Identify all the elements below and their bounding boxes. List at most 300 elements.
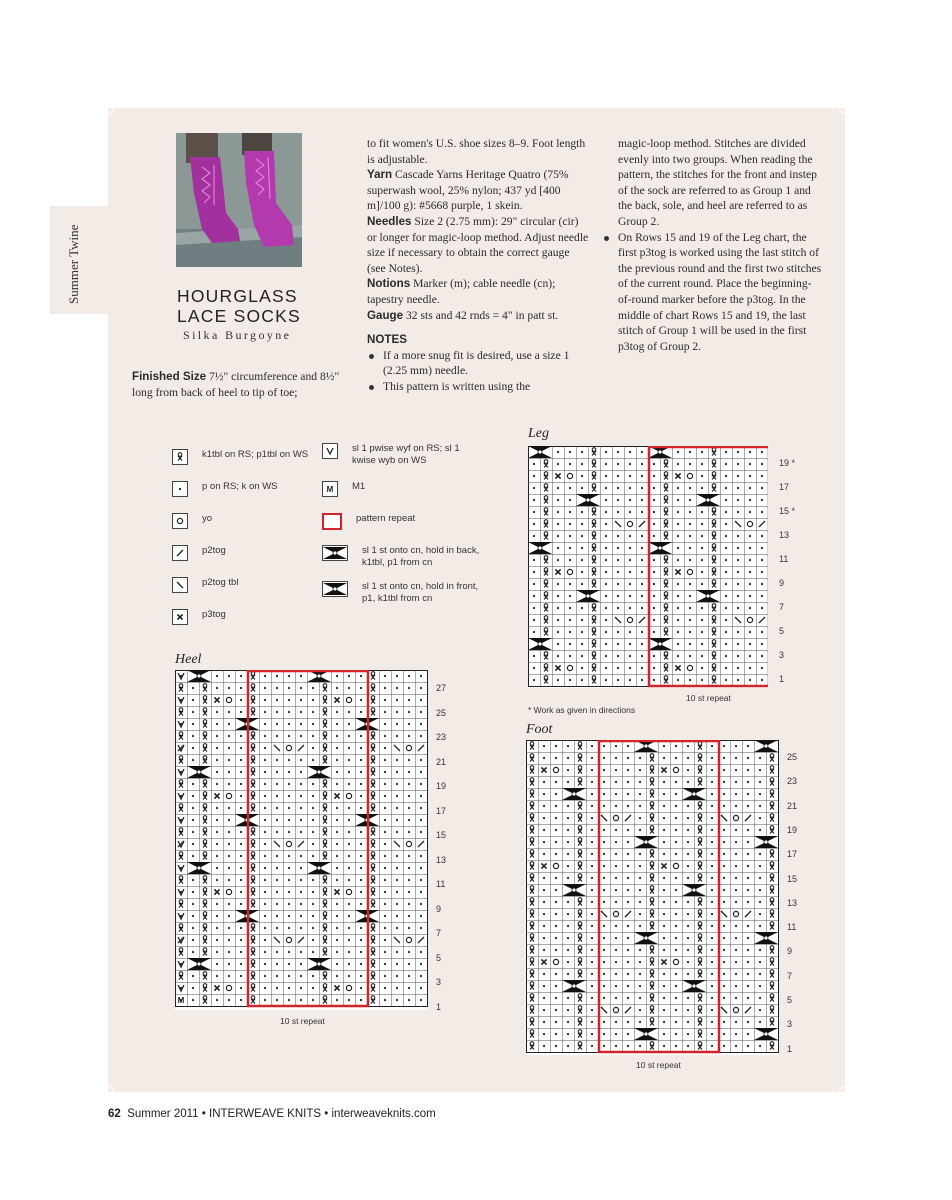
purl-dot-icon	[735, 829, 737, 831]
purl-dot-icon	[228, 783, 230, 785]
purl-dot-icon	[533, 631, 535, 633]
purl-dot-icon	[408, 831, 410, 833]
purl-dot-icon	[735, 877, 737, 879]
purl-dot-icon	[276, 831, 278, 833]
purl-dot-icon	[735, 973, 737, 975]
purl-dot-icon	[216, 843, 218, 845]
purl-dot-icon	[617, 571, 619, 573]
purl-dot-icon	[264, 819, 266, 821]
purl-dot-icon	[276, 867, 278, 869]
purl-dot-icon	[264, 843, 266, 845]
purl-dot-icon	[737, 511, 739, 513]
purl-dot-icon	[543, 877, 545, 879]
purl-dot-icon	[557, 559, 559, 561]
purl-dot-icon	[420, 795, 422, 797]
purl-dot-icon	[396, 723, 398, 725]
purl-dot-icon	[639, 853, 641, 855]
purl-dot-icon	[420, 771, 422, 773]
purl-dot-icon	[336, 747, 338, 749]
purl-dot-icon	[615, 985, 617, 987]
purl-dot-icon	[723, 949, 725, 951]
purl-dot-icon	[591, 901, 593, 903]
purl-dot-icon	[605, 583, 607, 585]
purl-dot-icon	[749, 547, 751, 549]
note-item: This pattern is written using the	[367, 379, 589, 395]
purl-dot-icon	[663, 913, 665, 915]
purl-dot-icon	[737, 631, 739, 633]
purl-dot-icon	[192, 975, 194, 977]
purl-dot-icon	[348, 927, 350, 929]
purl-dot-icon	[384, 735, 386, 737]
sl1-pwise-icon	[327, 448, 333, 454]
cable-front-icon	[692, 888, 696, 892]
purl-dot-icon	[276, 771, 278, 773]
purl-dot-icon	[687, 937, 689, 939]
purl-dot-icon	[420, 855, 422, 857]
purl-dot-icon	[615, 769, 617, 771]
cable-back-icon	[658, 450, 662, 454]
purl-dot-icon	[533, 487, 535, 489]
purl-dot-icon	[759, 757, 761, 759]
purl-dot-icon	[420, 915, 422, 917]
p2tog-tbl-icon	[177, 582, 183, 588]
purl-dot-icon	[627, 889, 629, 891]
purl-dot-icon	[264, 939, 266, 941]
purl-dot-icon	[216, 939, 218, 941]
purl-dot-icon	[228, 807, 230, 809]
purl-dot-icon	[663, 1009, 665, 1011]
purl-dot-icon	[735, 997, 737, 999]
purl-dot-icon	[276, 699, 278, 701]
purl-dot-icon	[179, 488, 181, 490]
purl-dot-icon	[240, 759, 242, 761]
purl-dot-icon	[216, 735, 218, 737]
purl-dot-icon	[348, 783, 350, 785]
purl-dot-icon	[555, 937, 557, 939]
purl-dot-icon	[348, 903, 350, 905]
purl-dot-icon	[228, 747, 230, 749]
purl-dot-icon	[396, 999, 398, 1001]
legend-label: M1	[352, 481, 366, 492]
purl-dot-icon	[348, 855, 350, 857]
purl-dot-icon	[420, 975, 422, 977]
row-number: 1	[787, 1043, 793, 1054]
purl-dot-icon	[384, 987, 386, 989]
purl-dot-icon	[711, 937, 713, 939]
purl-dot-icon	[264, 747, 266, 749]
purl-dot-icon	[747, 1021, 749, 1023]
purl-dot-icon	[360, 711, 362, 713]
purl-dot-icon	[663, 949, 665, 951]
purl-dot-icon	[557, 583, 559, 585]
purl-dot-icon	[653, 511, 655, 513]
purl-dot-icon	[557, 607, 559, 609]
purl-dot-icon	[581, 463, 583, 465]
purl-dot-icon	[360, 831, 362, 833]
purl-dot-icon	[761, 535, 763, 537]
cable-front-icon	[706, 594, 710, 598]
purl-dot-icon	[312, 879, 314, 881]
purl-dot-icon	[663, 901, 665, 903]
purl-dot-icon	[629, 643, 631, 645]
purl-dot-icon	[653, 463, 655, 465]
purl-dot-icon	[723, 745, 725, 747]
purl-dot-icon	[569, 619, 571, 621]
row-number: 25	[436, 707, 447, 718]
purl-dot-icon	[557, 679, 559, 681]
purl-dot-icon	[569, 583, 571, 585]
purl-dot-icon	[749, 499, 751, 501]
purl-dot-icon	[723, 901, 725, 903]
purl-dot-icon	[216, 723, 218, 725]
purl-dot-icon	[581, 511, 583, 513]
purl-dot-icon	[567, 973, 569, 975]
purl-dot-icon	[348, 915, 350, 917]
purl-dot-icon	[603, 841, 605, 843]
purl-dot-icon	[759, 961, 761, 963]
purl-dot-icon	[569, 631, 571, 633]
cable-front-icon	[322, 581, 348, 597]
purl-dot-icon	[735, 1021, 737, 1023]
foot-repeat-label: 10 st repeat	[636, 1060, 681, 1070]
purl-dot-icon	[605, 655, 607, 657]
cable-back-icon	[764, 744, 768, 748]
purl-dot-icon	[240, 951, 242, 953]
purl-dot-icon	[543, 973, 545, 975]
purl-dot-icon	[591, 1009, 593, 1011]
purl-dot-icon	[653, 631, 655, 633]
cable-back-icon	[764, 936, 768, 940]
purl-dot-icon	[348, 723, 350, 725]
purl-dot-icon	[581, 571, 583, 573]
purl-dot-icon	[276, 723, 278, 725]
purl-dot-icon	[300, 927, 302, 929]
purl-dot-icon	[555, 901, 557, 903]
purl-dot-icon	[543, 805, 545, 807]
purl-dot-icon	[627, 961, 629, 963]
purl-dot-icon	[711, 949, 713, 951]
purl-dot-icon	[336, 735, 338, 737]
p3tog-icon	[172, 609, 188, 625]
purl-dot-icon	[701, 643, 703, 645]
purl-dot-icon	[543, 817, 545, 819]
purl-dot-icon	[557, 463, 559, 465]
purl-dot-icon	[348, 735, 350, 737]
purl-dot-icon	[384, 807, 386, 809]
purl-dot-icon	[615, 961, 617, 963]
purl-dot-icon	[192, 747, 194, 749]
purl-dot-icon	[675, 937, 677, 939]
purl-dot-icon	[615, 1021, 617, 1023]
cable-back-icon	[317, 770, 321, 774]
purl-dot-icon	[639, 769, 641, 771]
purl-dot-icon	[735, 889, 737, 891]
purl-dot-icon	[711, 961, 713, 963]
purl-dot-icon	[300, 783, 302, 785]
purl-dot-icon	[701, 583, 703, 585]
purl-dot-icon	[663, 985, 665, 987]
purl-dot-icon	[533, 679, 535, 681]
purl-dot-icon	[735, 985, 737, 987]
note-item: On Rows 15 and 19 of the Leg chart, the first p3tog is worked using the last stitch of the previous round and the first two stitches of the current round. Place the beginning-of-round marker before the p3tog. In the middle of chart Rows 15 and 19, the last stitch of Group 1 will be used in the first p3tog of Group 2.	[602, 230, 824, 355]
corner-ornament	[839, 1086, 851, 1098]
purl-dot-icon	[725, 679, 727, 681]
purl-dot-icon	[300, 771, 302, 773]
purl-dot-icon	[701, 619, 703, 621]
purl-dot-icon	[725, 607, 727, 609]
purl-dot-icon	[591, 769, 593, 771]
p2tog-tbl-icon	[173, 578, 187, 592]
purl-dot-icon	[627, 769, 629, 771]
purl-dot-icon	[300, 819, 302, 821]
purl-dot-icon	[701, 475, 703, 477]
purl-dot-icon	[216, 855, 218, 857]
purl-dot-icon	[312, 987, 314, 989]
purl-dot-icon	[557, 595, 559, 597]
purl-dot-icon	[288, 711, 290, 713]
purl-dot-icon	[761, 463, 763, 465]
purl-dot-icon	[543, 757, 545, 759]
purl-dot-icon	[629, 499, 631, 501]
purl-dot-icon	[288, 735, 290, 737]
purl-dot-icon	[408, 915, 410, 917]
purl-dot-icon	[603, 1021, 605, 1023]
purl-dot-icon	[360, 699, 362, 701]
purl-dot-icon	[591, 997, 593, 999]
purl-dot-icon	[711, 745, 713, 747]
cable-back-icon	[333, 551, 337, 555]
purl-dot-icon	[192, 951, 194, 953]
purl-dot-icon	[747, 973, 749, 975]
purl-dot-icon	[591, 805, 593, 807]
purl-dot-icon	[749, 607, 751, 609]
purl-dot-icon	[557, 451, 559, 453]
purl-dot-icon	[557, 655, 559, 657]
purl-dot-icon	[749, 463, 751, 465]
purl-dot-icon	[567, 937, 569, 939]
purl-dot-icon	[653, 523, 655, 525]
purl-dot-icon	[216, 879, 218, 881]
purl-dot-icon	[747, 889, 749, 891]
purl-dot-icon	[605, 559, 607, 561]
purl-dot-icon	[384, 963, 386, 965]
purl-dot-icon	[192, 687, 194, 689]
purl-dot-icon	[288, 855, 290, 857]
purl-dot-icon	[348, 747, 350, 749]
purl-dot-icon	[384, 711, 386, 713]
purl-dot-icon	[557, 535, 559, 537]
purl-dot-icon	[689, 643, 691, 645]
purl-dot-icon	[627, 997, 629, 999]
purl-dot-icon	[533, 499, 535, 501]
purl-dot-icon	[312, 951, 314, 953]
purl-dot-icon	[617, 451, 619, 453]
purl-dot-icon	[759, 997, 761, 999]
purl-dot-icon	[711, 1033, 713, 1035]
purl-dot-icon	[675, 985, 677, 987]
purl-dot-icon	[725, 667, 727, 669]
purl-dot-icon	[749, 643, 751, 645]
purl-dot-icon	[569, 451, 571, 453]
purl-dot-icon	[276, 975, 278, 977]
purl-dot-icon	[228, 999, 230, 1001]
purl-dot-icon	[360, 855, 362, 857]
purl-dot-icon	[761, 475, 763, 477]
legend-entry	[172, 609, 332, 625]
purl-dot-icon	[288, 807, 290, 809]
purl-dot-icon	[759, 793, 761, 795]
purl-dot-icon	[396, 963, 398, 965]
purl-dot-icon	[567, 781, 569, 783]
purl-dot-icon	[605, 535, 607, 537]
purl-dot-icon	[533, 463, 535, 465]
purl-dot-icon	[701, 559, 703, 561]
purl-dot-icon	[348, 999, 350, 1001]
purl-dot-icon	[627, 853, 629, 855]
purl-dot-icon	[723, 1021, 725, 1023]
purl-dot-icon	[276, 675, 278, 677]
purl-dot-icon	[555, 997, 557, 999]
purl-dot-icon	[300, 963, 302, 965]
purl-dot-icon	[627, 973, 629, 975]
purl-dot-icon	[408, 783, 410, 785]
purl-dot-icon	[687, 949, 689, 951]
purl-dot-icon	[747, 769, 749, 771]
purl-dot-icon	[747, 805, 749, 807]
purl-dot-icon	[749, 571, 751, 573]
purl-dot-icon	[336, 855, 338, 857]
purl-dot-icon	[336, 963, 338, 965]
purl-dot-icon	[725, 559, 727, 561]
purl-dot-icon	[216, 867, 218, 869]
purl-dot-icon	[677, 679, 679, 681]
purl-dot-icon	[749, 511, 751, 513]
purl-dot-icon	[725, 571, 727, 573]
purl-dot-icon	[689, 559, 691, 561]
row-number: 17	[779, 482, 790, 492]
purl-dot-icon	[639, 829, 641, 831]
purl-dot-icon	[276, 903, 278, 905]
purl-dot-icon	[687, 961, 689, 963]
purl-dot-icon	[348, 675, 350, 677]
purl-dot-icon	[533, 655, 535, 657]
purl-dot-icon	[615, 889, 617, 891]
purl-dot-icon	[687, 805, 689, 807]
purl-dot-icon	[725, 487, 727, 489]
purl-dot-icon	[569, 643, 571, 645]
purl-dot-icon	[408, 675, 410, 677]
purl-dot-icon	[312, 759, 314, 761]
purl-dot-icon	[711, 865, 713, 867]
purl-dot-icon	[557, 547, 559, 549]
cable-back-icon	[317, 674, 321, 678]
purl-dot-icon	[675, 745, 677, 747]
purl-dot-icon	[605, 499, 607, 501]
purl-dot-icon	[641, 607, 643, 609]
row-number: 11	[787, 922, 797, 933]
purl-dot-icon	[567, 901, 569, 903]
purl-dot-icon	[533, 535, 535, 537]
purl-dot-icon	[240, 735, 242, 737]
purl-dot-icon	[735, 961, 737, 963]
purl-dot-icon	[240, 927, 242, 929]
purl-dot-icon	[759, 901, 761, 903]
purl-dot-icon	[627, 745, 629, 747]
purl-dot-icon	[567, 757, 569, 759]
purl-dot-icon	[312, 819, 314, 821]
purl-dot-icon	[228, 831, 230, 833]
purl-dot-icon	[701, 463, 703, 465]
purl-dot-icon	[677, 523, 679, 525]
purl-dot-icon	[228, 735, 230, 737]
purl-dot-icon	[420, 867, 422, 869]
purl-dot-icon	[603, 1033, 605, 1035]
purl-dot-icon	[581, 631, 583, 633]
purl-dot-icon	[533, 607, 535, 609]
row-number: 3	[787, 1019, 793, 1030]
purl-dot-icon	[567, 961, 569, 963]
purl-dot-icon	[567, 1045, 569, 1047]
purl-dot-icon	[300, 723, 302, 725]
purl-dot-icon	[677, 655, 679, 657]
purl-dot-icon	[711, 1021, 713, 1023]
purl-dot-icon	[591, 829, 593, 831]
purl-dot-icon	[723, 985, 725, 987]
purl-dot-icon	[591, 781, 593, 783]
purl-dot-icon	[723, 937, 725, 939]
cable-back-icon	[197, 962, 201, 966]
purl-dot-icon	[641, 583, 643, 585]
purl-dot-icon	[240, 963, 242, 965]
purl-dot-icon	[747, 865, 749, 867]
purl-dot-icon	[264, 915, 266, 917]
purl-dot-icon	[737, 667, 739, 669]
purl-dot-icon	[641, 571, 643, 573]
purl-dot-icon	[617, 475, 619, 477]
purl-dot-icon	[663, 817, 665, 819]
purl-dot-icon	[711, 841, 713, 843]
purl-dot-icon	[689, 523, 691, 525]
row-number: 21	[436, 756, 447, 767]
purl-dot-icon	[603, 901, 605, 903]
row-number: 15 *	[779, 506, 796, 516]
purl-dot-icon	[711, 901, 713, 903]
purl-dot-icon	[396, 795, 398, 797]
purl-dot-icon	[675, 1009, 677, 1011]
purl-dot-icon	[336, 867, 338, 869]
purl-dot-icon	[360, 975, 362, 977]
purl-dot-icon	[687, 973, 689, 975]
purl-dot-icon	[663, 877, 665, 879]
purl-dot-icon	[687, 853, 689, 855]
purl-dot-icon	[288, 915, 290, 917]
purl-dot-icon	[687, 877, 689, 879]
purl-dot-icon	[348, 687, 350, 689]
purl-dot-icon	[629, 571, 631, 573]
purl-dot-icon	[627, 985, 629, 987]
purl-dot-icon	[591, 817, 593, 819]
purl-dot-icon	[300, 687, 302, 689]
purl-dot-icon	[749, 679, 751, 681]
cable-back-icon	[538, 642, 542, 646]
row-number: 23	[787, 776, 798, 787]
purl-dot-icon	[687, 1021, 689, 1023]
purl-dot-icon	[641, 547, 643, 549]
purl-dot-icon	[663, 973, 665, 975]
purl-dot-icon	[384, 747, 386, 749]
purl-dot-icon	[300, 951, 302, 953]
purl-dot-icon	[360, 675, 362, 677]
